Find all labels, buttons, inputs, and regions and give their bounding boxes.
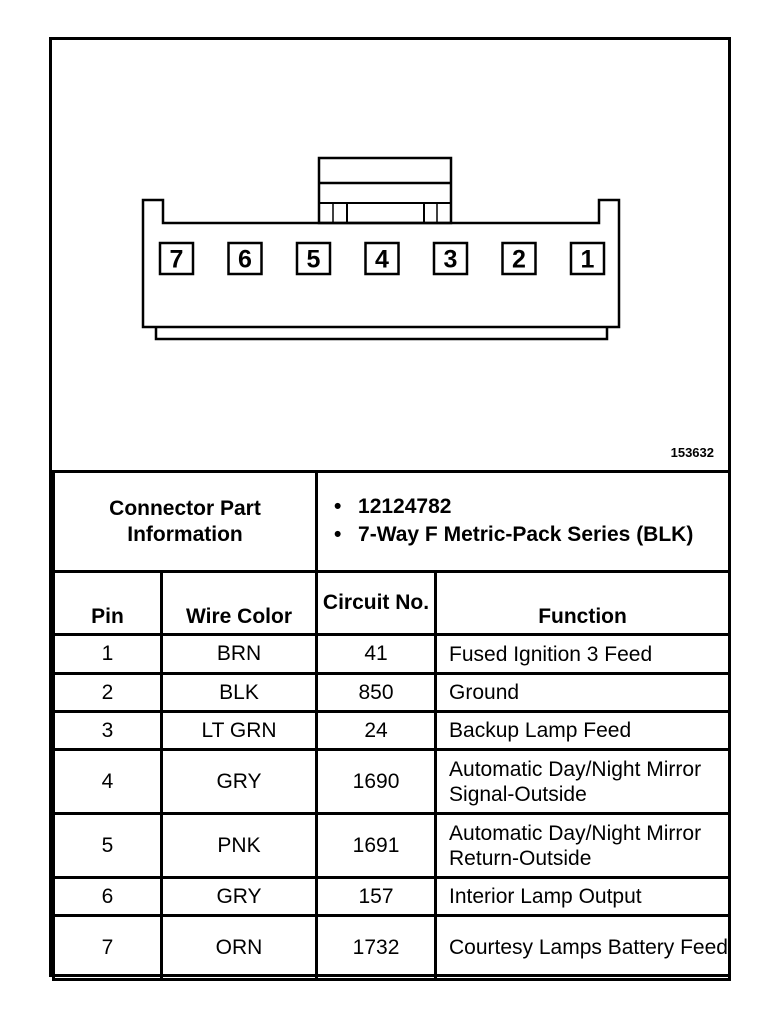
wire-color-cell: BRN: [162, 635, 317, 674]
pin-number-label: 7: [169, 245, 184, 274]
connector-table: [52, 470, 731, 981]
function-cell: Interior Lamp Output: [436, 878, 730, 916]
wire-color-cell: ORN: [162, 916, 317, 980]
pin-cavity-6: [229, 243, 262, 274]
function-cell: Courtesy Lamps Battery Feed: [436, 916, 730, 980]
locking-tab: [319, 158, 451, 223]
pin-cell: 3: [54, 712, 162, 750]
table-row: [54, 635, 730, 674]
pin-cavity-4: [366, 243, 399, 274]
function-cell: Fused Ignition 3 Feed: [436, 635, 730, 674]
pin-cell: 7: [54, 916, 162, 980]
pin-number-label: 5: [306, 245, 321, 274]
pin-number-label: 3: [443, 245, 458, 274]
function-cell: Automatic Day/Night Mirror Signal-Outside: [436, 750, 730, 814]
circuit-cell: 157: [317, 878, 436, 916]
pin-cell: 6: [54, 878, 162, 916]
pin-cavity-3: [434, 243, 467, 274]
circuit-cell: 1690: [317, 750, 436, 814]
circuit-cell: 1691: [317, 814, 436, 878]
circuit-cell: 1732: [317, 916, 436, 980]
pin-cavity-2: [503, 243, 536, 274]
circuit-cell: 41: [317, 635, 436, 674]
header-pin: Pin: [54, 572, 162, 635]
part-number: • 12124782: [334, 495, 728, 519]
wire-color-cell: PNK: [162, 814, 317, 878]
pin-cell: 2: [54, 674, 162, 712]
table-row: [54, 674, 730, 712]
pin-number-label: 4: [375, 245, 389, 274]
table-row: [54, 916, 730, 980]
part-info-label: Connector Part Information: [54, 472, 317, 572]
part-info-row: [54, 472, 730, 572]
circuit-cell: 24: [317, 712, 436, 750]
wire-color-cell: GRY: [162, 878, 317, 916]
pin-number-label: 6: [238, 245, 252, 274]
pin-cavity-1: [571, 243, 604, 274]
pin-cell: 4: [54, 750, 162, 814]
function-cell: Ground: [436, 674, 730, 712]
function-cell: Backup Lamp Feed: [436, 712, 730, 750]
header-function: Function: [436, 572, 730, 635]
pin-cell: 1: [54, 635, 162, 674]
wire-color-cell: GRY: [162, 750, 317, 814]
pin-cavities: [160, 243, 604, 274]
pin-number-label: 2: [512, 245, 526, 274]
table-row: [54, 814, 730, 878]
pin-cavity-7: [160, 243, 193, 274]
circuit-cell: 850: [317, 674, 436, 712]
connector-series: • 7-Way F Metric-Pack Series (BLK): [334, 523, 728, 547]
table-row: [54, 878, 730, 916]
wire-color-cell: BLK: [162, 674, 317, 712]
table-row: [54, 712, 730, 750]
connector-ledge: [156, 327, 607, 339]
header-row: [54, 572, 730, 635]
header-wire-color: Wire Color: [162, 572, 317, 635]
function-cell: Automatic Day/Night Mirror Return-Outside: [436, 814, 730, 878]
connector-sheet: [49, 37, 731, 977]
locking-tab-window: [347, 203, 424, 223]
pin-number-label: 1: [580, 245, 595, 274]
figure-number: 153632: [670, 445, 714, 460]
connector-diagram: [52, 40, 728, 470]
part-info-values: [317, 472, 730, 572]
wire-color-cell: LT GRN: [162, 712, 317, 750]
table-row: [54, 750, 730, 814]
pin-cell: 5: [54, 814, 162, 878]
pin-cavity-5: [297, 243, 330, 274]
header-circuit-no: Circuit No.: [317, 572, 436, 635]
